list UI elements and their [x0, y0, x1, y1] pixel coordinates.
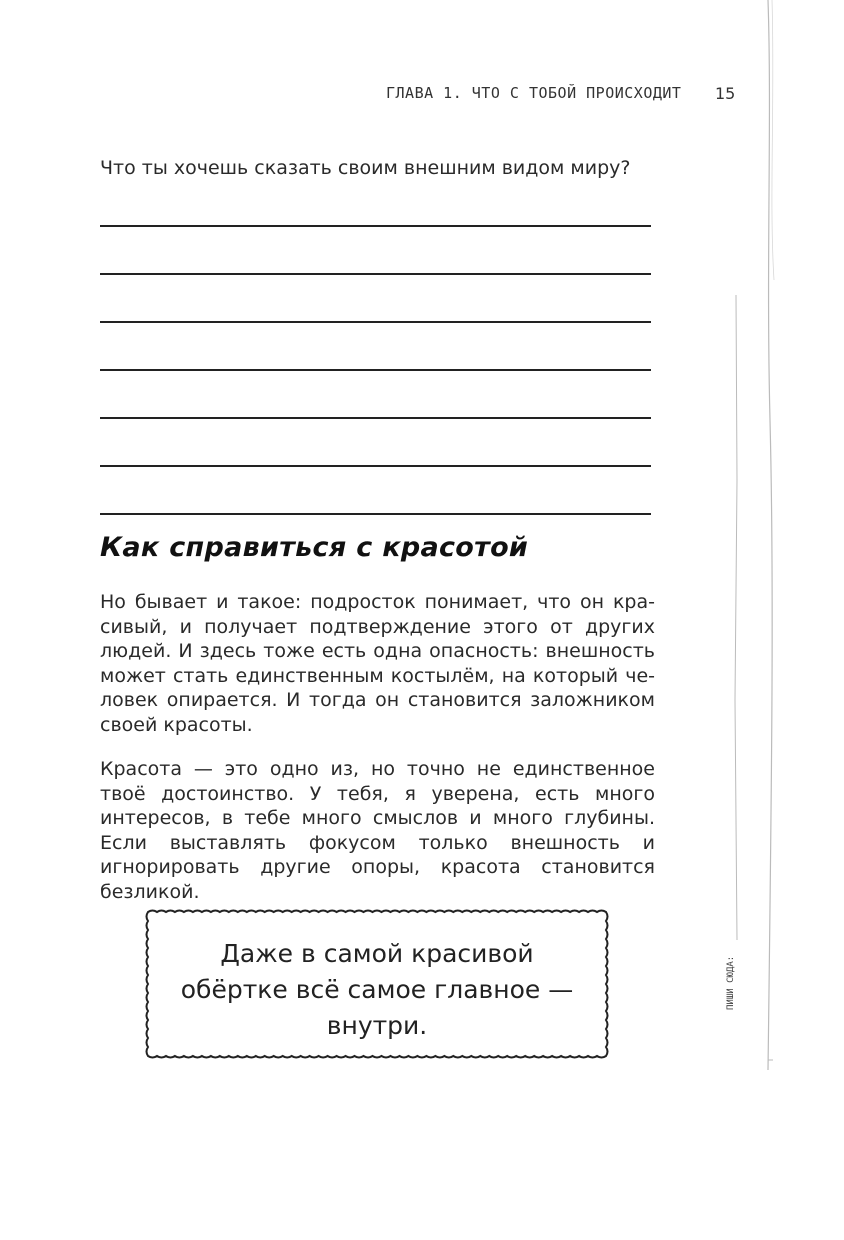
margin-stroke: [728, 0, 788, 1240]
callout-line: внутри.: [326, 1011, 428, 1040]
answer-line[interactable]: [100, 273, 651, 275]
section-heading: Как справиться с красотой: [100, 532, 529, 563]
page-number: 15: [715, 84, 736, 103]
answer-line[interactable]: [100, 321, 651, 323]
answer-line[interactable]: [100, 465, 651, 467]
callout-box: [142, 906, 612, 1062]
answer-line[interactable]: [100, 513, 651, 515]
callout-text: [142, 936, 612, 1044]
body-paragraph: Но бывает и такое: подросток понимает, что он красивый, и получает подтверждение этого от других людей. И здесь тоже есть одна опасность: внешность может стать единственным костылём, на который человек опирается. И тогда он становится заложником своей красоты.: [100, 591, 655, 736]
margin-label: ПИШИ СЮДА:: [726, 955, 736, 1010]
callout-line: обёртке всё самое главное —: [180, 975, 574, 1004]
worksheet-question: Что ты хочешь сказать своим внешним видом миру?: [100, 157, 631, 179]
answer-line[interactable]: [100, 369, 651, 371]
answer-line[interactable]: [100, 417, 651, 419]
body-paragraph: Красота — это одно из, но точно не единственное твоё достоинство. У тебя, я уверена, есть много интересов, в тебе много смыслов и много глубины. Если выставлять фокусом только внешность и игнорировать другие опоры, красота становится безликой.: [100, 758, 655, 903]
answer-line[interactable]: [100, 225, 651, 227]
running-title: ГЛАВА 1. ЧТО С ТОБОЙ ПРОИСХОДИТ: [386, 84, 682, 102]
callout-line: Даже в самой красивой: [220, 939, 534, 968]
